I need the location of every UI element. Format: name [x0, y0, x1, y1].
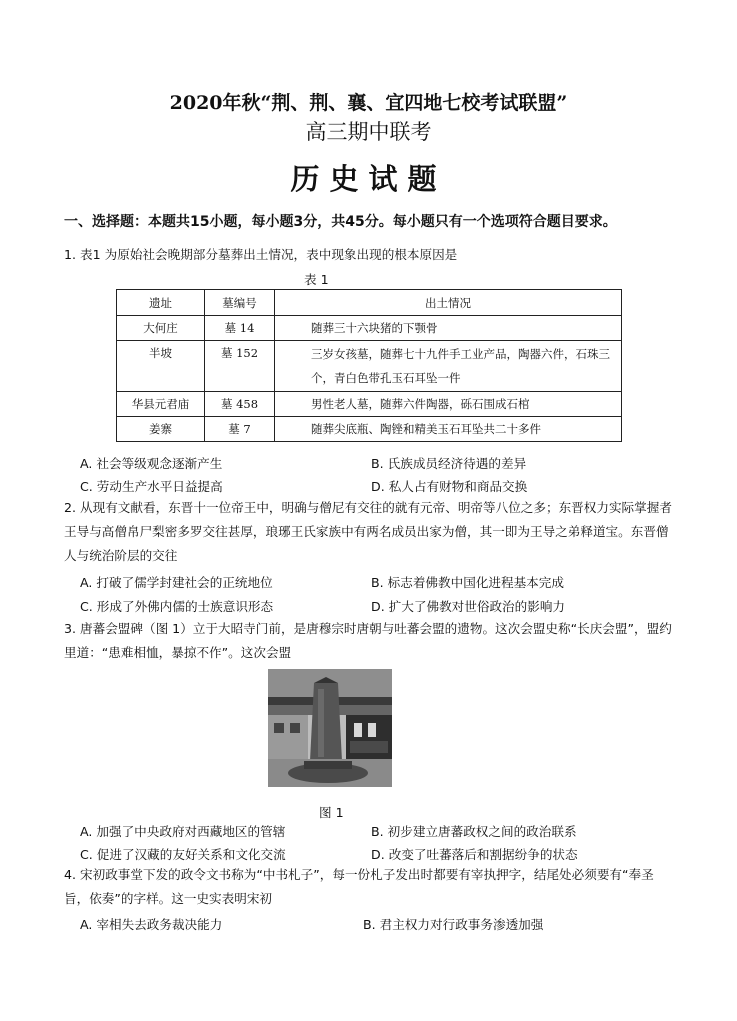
table-cell: 大何庄: [117, 316, 205, 341]
question-1-option-a: A. 社会等级观念逐渐产生: [80, 456, 223, 471]
exam-title-line2: 高三期中联考: [305, 120, 432, 144]
question-2-option-d: D. 扩大了佛教对世俗政治的影响力: [371, 599, 566, 614]
question-3-option-a: A. 加强了中央政府对西藏地区的管辖: [80, 824, 286, 839]
table-cell: 墓 458: [205, 392, 275, 417]
table-cell: 姜寨: [117, 417, 205, 442]
question-4-option-a: A. 宰相失去政务裁决能力: [80, 917, 223, 932]
table-header-cell: 出土情况: [275, 290, 622, 316]
question-4-option-b: B. 君主权力对行政事务渗透加强: [363, 917, 544, 932]
question-3-option-c: C. 促进了汉藏的友好关系和文化交流: [80, 847, 286, 862]
table-header-cell: 墓编号: [205, 290, 275, 316]
question-1-stem: 1. 表1 为原始社会晚期部分墓葬出土情况，表中现象出现的根本原因是: [64, 247, 458, 262]
table-cell: 随葬三十六块猪的下颚骨: [275, 316, 622, 341]
question-2-option-c: C. 形成了外佛内儒的士族意识形态: [80, 599, 274, 614]
table-1-caption: 表 1: [304, 272, 329, 287]
exam-subject-title: 历史试题: [290, 162, 447, 196]
question-3-option-d: D. 改变了吐蕃落后和割据纷争的状态: [371, 847, 578, 862]
table-cell: 半坡: [117, 341, 205, 392]
exam-title-line1: 2020年秋“荆、荆、襄、宜四地七校考试联盟”: [169, 92, 568, 114]
table-cell: 随葬尖底瓶、陶锉和精美玉石耳坠共二十多件: [275, 417, 622, 442]
table-cell: 墓 152: [205, 341, 275, 392]
table-cell: 三岁女孩墓，随葬七十九件手工业产品，陶器六件，石珠三个，青白色带孔玉石耳坠一件: [275, 341, 622, 392]
question-3-stem: 3. 唐蕃会盟碑（图 1）立于大昭寺门前，是唐穆宗时唐朝与吐蕃会盟的遗物。这次会盟史称“长庆会盟”，盟约里道：“患难相恤，暴掠不作”。这次会盟: [64, 621, 672, 660]
table-header-row: [117, 290, 622, 316]
table-cell: 墓 7: [205, 417, 275, 442]
table-row: [117, 392, 622, 417]
question-1-option-b: B. 氏族成员经济待遇的差异: [371, 456, 527, 471]
section-heading: 一、选择题：本题共15小题，每小题3分，共45分。每小题只有一个选项符合题目要求。: [64, 214, 617, 230]
table-row: [117, 316, 622, 341]
table-cell: 华县元君庙: [117, 392, 205, 417]
table-cell: 墓 14: [205, 316, 275, 341]
question-2-stem: 2. 从现有文献看，东晋十一位帝王中，明确与僧尼有交往的就有元帝、明帝等八位之多；东晋权力实际掌握者王导与高僧帛尸梨密多罗交往甚厚，琅琊王氏家族中有两名成员出家为僧，其一即为王导之弟释道宝。东晋僧人与统治阶层的交往: [64, 500, 672, 563]
figure-1-stele-photo: [268, 669, 392, 787]
question-2-option-b: B. 标志着佛教中国化进程基本完成: [371, 575, 564, 590]
table-row: [117, 417, 622, 442]
question-2-option-a: A. 打破了儒学封建社会的正统地位: [80, 575, 273, 590]
question-4-stem: 4. 宋初政事堂下发的政令文书称为“中书札子”，每一份札子发出时都要有宰执押字，结尾处必须要有“奉圣旨，依奏”的字样。这一史实表明宋初: [64, 867, 654, 906]
question-1-option-d: D. 私人占有财物和商品交换: [371, 479, 528, 494]
figure-1-caption: 图 1: [319, 805, 344, 820]
question-1-option-c: C. 劳动生产水平日益提高: [80, 479, 223, 494]
table-header-cell: 遗址: [117, 290, 205, 316]
question-3-option-b: B. 初步建立唐蕃政权之间的政治联系: [371, 824, 577, 839]
table-cell: 男性老人墓，随葬六件陶器，砾石围成石棺: [275, 392, 622, 417]
table-row: [117, 341, 622, 392]
table-1: [116, 289, 622, 442]
